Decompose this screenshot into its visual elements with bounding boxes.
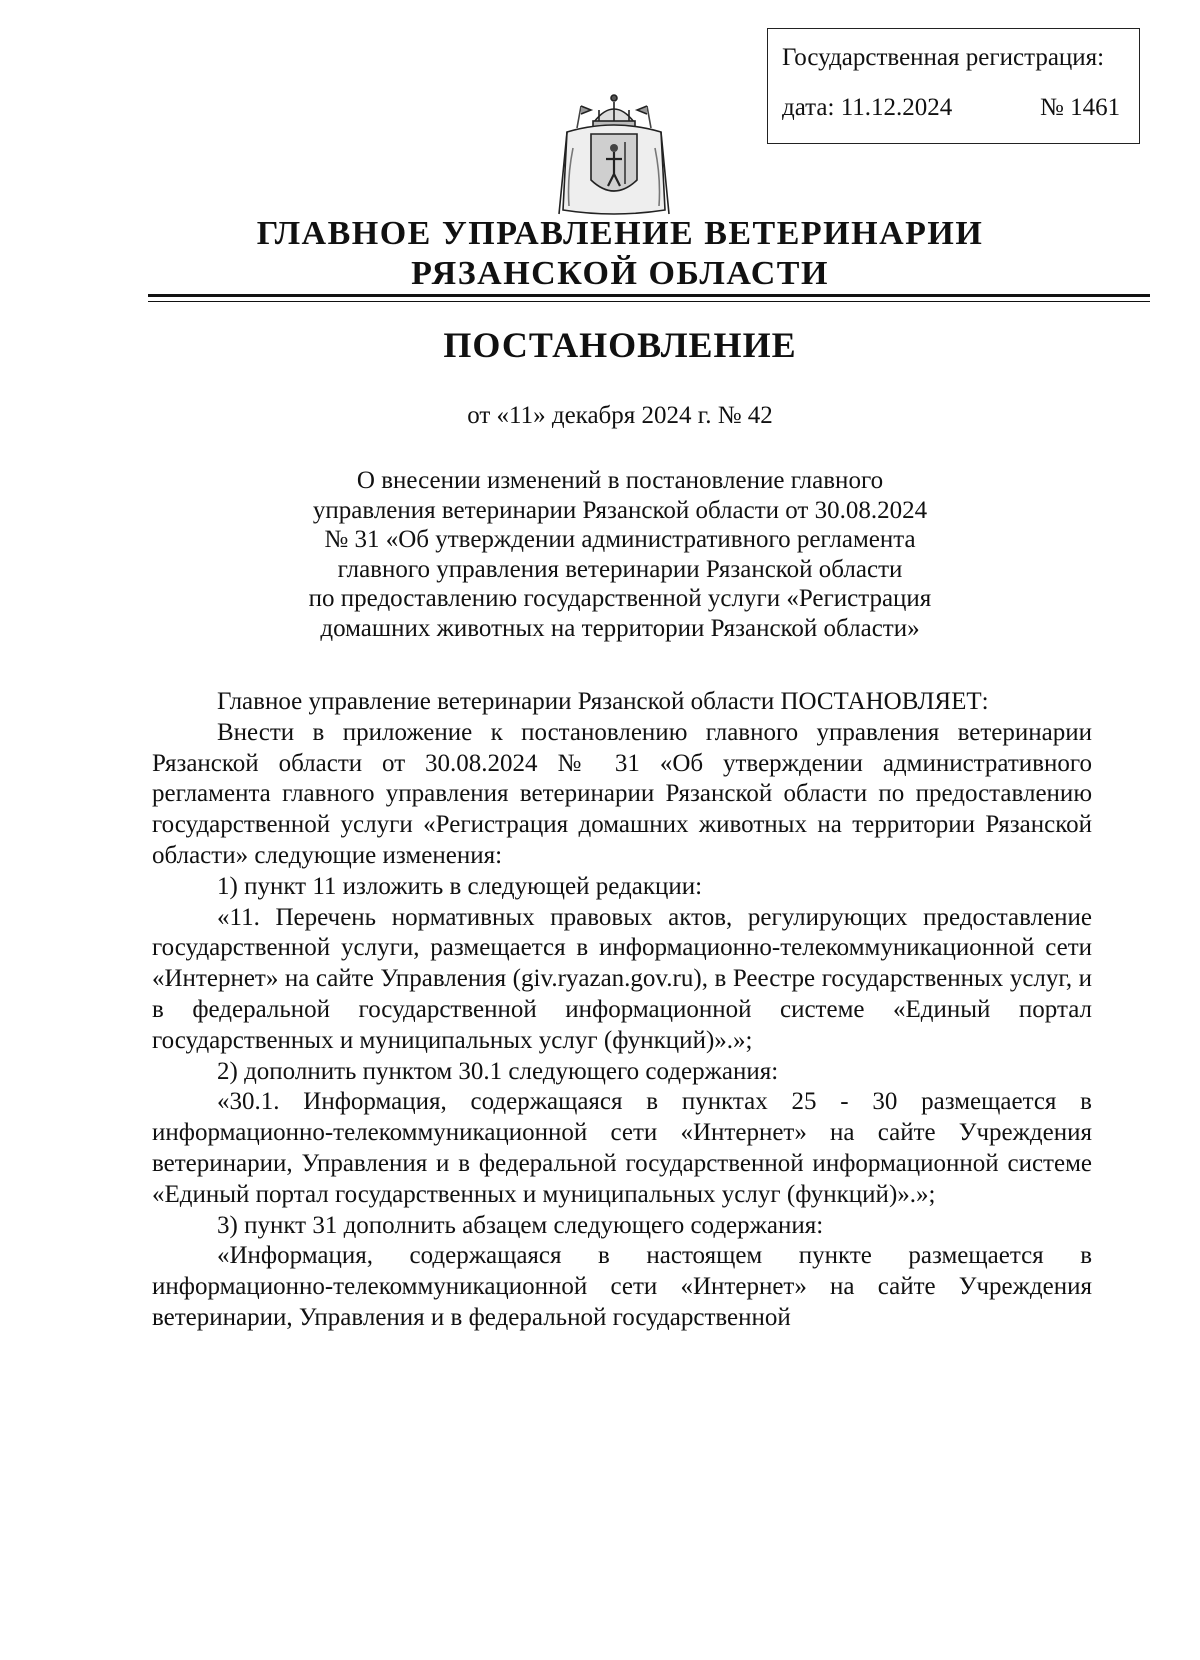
document-date-number: от «11» декабря 2024 г. № 42 (467, 402, 773, 429)
registration-stamp (767, 28, 1140, 144)
organization-name-line1: ГЛАВНОЕ УПРАВЛЕНИЕ ВЕТЕРИНАРИИ (256, 215, 984, 252)
subject-line: О внесении изменений в постановление главного (356, 467, 884, 494)
registration-date: дата: 11.12.2024 (782, 94, 953, 121)
body-paragraph: 2) дополнить пунктом 30.1 следующего содержания: (217, 1057, 779, 1085)
subject-line: управления ветеринарии Рязанской области от 30.08.2024 (312, 496, 928, 524)
body-paragraph: «Информация, содержащаяся в настоящем пункте размещается в информационно-телекоммуникационной сети «Интернет» на сайте Учреждения ветеринарии, Управления и в федеральной государственной (152, 1242, 1092, 1331)
document-body (152, 687, 1092, 1334)
registration-title: Государственная регистрация: (782, 44, 1105, 71)
subject-line: по предоставлению государственной услуги «Регистрация (308, 585, 932, 612)
document-type: ПОСТАНОВЛЕНИЕ (443, 325, 797, 365)
organization-name-line2: РЯЗАНСКОЙ ОБЛАСТИ (411, 255, 829, 292)
body-paragraph: «30.1. Информация, содержащаяся в пунктах 25 - 30 размещается в информационно-телекоммуникационной сети «Интернет» на сайте Учреждения ветеринарии, Управления и в федеральной государственной информационной системе «Единый портал государственных и муниципальных услуг (функций)».»; (152, 1088, 1092, 1208)
body-paragraph: Главное управление ветеринарии Рязанской области ПОСТАНОВЛЯЕТ: (217, 688, 989, 715)
organization-name (150, 214, 1090, 294)
subject-line: главного управления ветеринарии Рязанской области (337, 555, 903, 583)
body-paragraph: 3) пункт 31 дополнить абзацем следующего содержания: (217, 1211, 824, 1239)
coat-of-arms-icon (553, 88, 675, 220)
registration-number: № 1461 (1040, 94, 1121, 121)
body-paragraph: «11. Перечень нормативных правовых актов, регулирующих предоставление государственной услуги, размещается в информационно-телекоммуникационной сети «Интернет» на сайте Управления (giv.ryazan.gov.ru), в Реестре государственных услуг, и в федеральной государственной информационной системе «Единый портал государственных и муниципальных услуг (функций)».»; (152, 903, 1092, 1054)
subject-line: домашних животных на территории Рязанской области» (320, 614, 920, 642)
header-divider-thin (148, 301, 1150, 302)
subject-line: № 31 «Об утверждении административного регламента (324, 526, 916, 553)
header-divider-thick (148, 294, 1150, 297)
body-paragraph: 1) пункт 11 изложить в следующей редакции: (217, 872, 703, 900)
document-subject (200, 466, 1040, 643)
body-paragraph: Внести в приложение к постановлению главного управления ветеринарии Рязанской области от 30.08.2024 № 31 «Об утверждении административного регламента главного управления ветеринарии Рязанской области по предоставлению государственной услуги «Регистрация домашних животных на территории Рязанской области» следующие изменения: (152, 718, 1092, 869)
